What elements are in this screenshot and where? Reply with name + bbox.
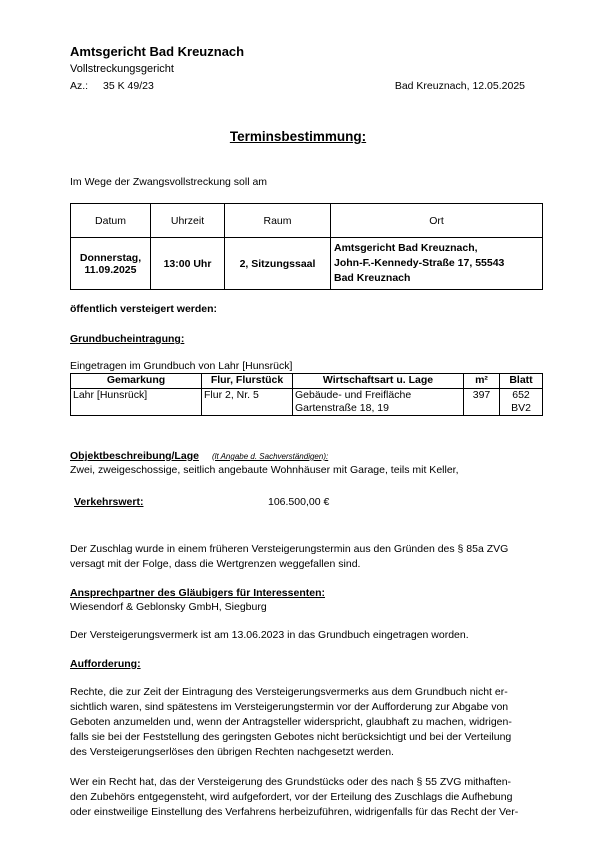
termin-header-row (71, 204, 543, 238)
cell-flur: Flur 2, Nr. 5 (202, 389, 293, 416)
termin-date (71, 238, 151, 290)
place-date: Bad Kreuznach, 12.05.2025 (394, 80, 525, 92)
contact-text: Wiesendorf & Geblonsky GmbH, Siegburg (70, 601, 267, 613)
request-para1-line: des Versteigerungserlöses den übrigen Rechten nachgesetzt werden. (70, 746, 394, 758)
file-number: 35 K 49/23 (103, 80, 154, 92)
land-register-table (70, 373, 543, 416)
land-register-header-row (71, 374, 543, 389)
zuschlag-line: versagt mit der Folge, dass die Wertgrenzen weggefallen sind. (70, 558, 361, 570)
termin-header-date: Datum (71, 204, 151, 238)
cell-art-line2: Gartenstraße 18, 19 (295, 402, 389, 414)
termin-header-room: Raum (225, 204, 331, 238)
col-gemarkung: Gemarkung (71, 374, 202, 389)
col-flur: Flur, Flurstück (202, 374, 293, 389)
market-value-label: Verkehrswert: (74, 496, 144, 508)
table-row (71, 389, 543, 416)
request-para2-line: den Zubehörs entgegensteht, wird aufgefordert, vor der Erteilung des Zuschlags die Aufhebung (70, 791, 513, 803)
termin-table (70, 203, 543, 290)
col-area: m² (464, 374, 500, 389)
object-description-heading: Objektbeschreibung/Lage (70, 450, 199, 462)
col-blatt: Blatt (500, 374, 543, 389)
request-para2-line: oder einstweilige Einstellung des Verfahrens herbeizuführen, widrigenfalls für das Recht der Ver- (70, 806, 519, 818)
request-para1-line: sichtlich waren, sind spätestens im Versteigerungstermin vor der Aufforderung zur Abgabe von (70, 701, 509, 713)
request-para1-line: falls sie bei der Feststellung des geringsten Gebotes nicht berücksichtigt und bei der Verteilung (70, 731, 512, 743)
termin-place (331, 238, 543, 290)
auction-statement: öffentlich versteigert werden: (70, 303, 218, 315)
request-para1-line: Rechte, die zur Zeit der Eintragung des Versteigerungsvermerks aus dem Grundbuch nicht er- (70, 686, 508, 698)
request-heading: Aufforderung: (70, 658, 141, 670)
registration-note: Der Versteigerungsvermerk ist am 13.06.2023 in das Grundbuch eingetragen worden. (70, 629, 469, 641)
col-wirtschaftsart: Wirtschaftsart u. Lage (293, 374, 464, 389)
cell-blatt (500, 389, 543, 416)
cell-art-line1: Gebäude- und Freifläche (295, 389, 412, 401)
contact-heading: Ansprechpartner des Gläubigers für Interessenten: (70, 587, 325, 599)
land-register-intro: Eingetragen im Grundbuch von Lahr [Hunsrück] (70, 360, 293, 372)
termin-value-row (71, 238, 543, 290)
termin-room: 2, Sitzungssaal (225, 238, 331, 290)
intro-text: Im Wege der Zwangsvollstreckung soll am (70, 176, 268, 188)
zuschlag-line: Der Zuschlag wurde in einem früheren Versteigerungstermin aus den Gründen des § 85a ZVG (70, 543, 509, 555)
termin-date-value: 11.09.2025 (84, 263, 137, 276)
termin-place-line3: Bad Kreuznach (334, 272, 411, 284)
object-description-text: Zwei, zweigeschossige, seitlich angebaute Wohnhäuser mit Garage, teils mit Keller, (70, 464, 459, 476)
termin-header-place: Ort (331, 204, 543, 238)
court-name: Amtsgericht Bad Kreuznach (70, 44, 245, 59)
request-para2-line: Wer ein Recht hat, das der Versteigerung des Grundstücks oder des nach § 55 ZVG mithaften- (70, 776, 512, 788)
termin-place-line1: Amtsgericht Bad Kreuznach, (334, 242, 478, 254)
object-description-note: (lt Angabe d. Sachverständigen): (212, 452, 329, 461)
document-title: Terminsbestimmung: (229, 129, 367, 144)
cell-area: 397 (464, 389, 500, 416)
land-register-heading: Grundbucheintragung: (70, 333, 185, 345)
termin-date-weekday: Donnerstag, (79, 251, 142, 264)
market-value: 106.500,00 € (268, 496, 330, 508)
termin-header-time: Uhrzeit (151, 204, 225, 238)
court-department: Vollstreckungsgericht (70, 63, 174, 75)
cell-blatt-line1: 652 (512, 389, 530, 401)
cell-blatt-line2: BV2 (511, 402, 531, 414)
termin-place-line2: John-F.-Kennedy-Straße 17, 55543 (334, 257, 505, 269)
cell-gemarkung: Lahr [Hunsrück] (71, 389, 202, 416)
file-number-label: Az.: (70, 80, 89, 92)
termin-time: 13:00 Uhr (151, 238, 225, 290)
request-para1-line: Geboten anzumelden und, wenn der Antragsteller widerspricht, glaubhaft zu machen, widrigen- (70, 716, 512, 728)
cell-wirtschaftsart (293, 389, 464, 416)
